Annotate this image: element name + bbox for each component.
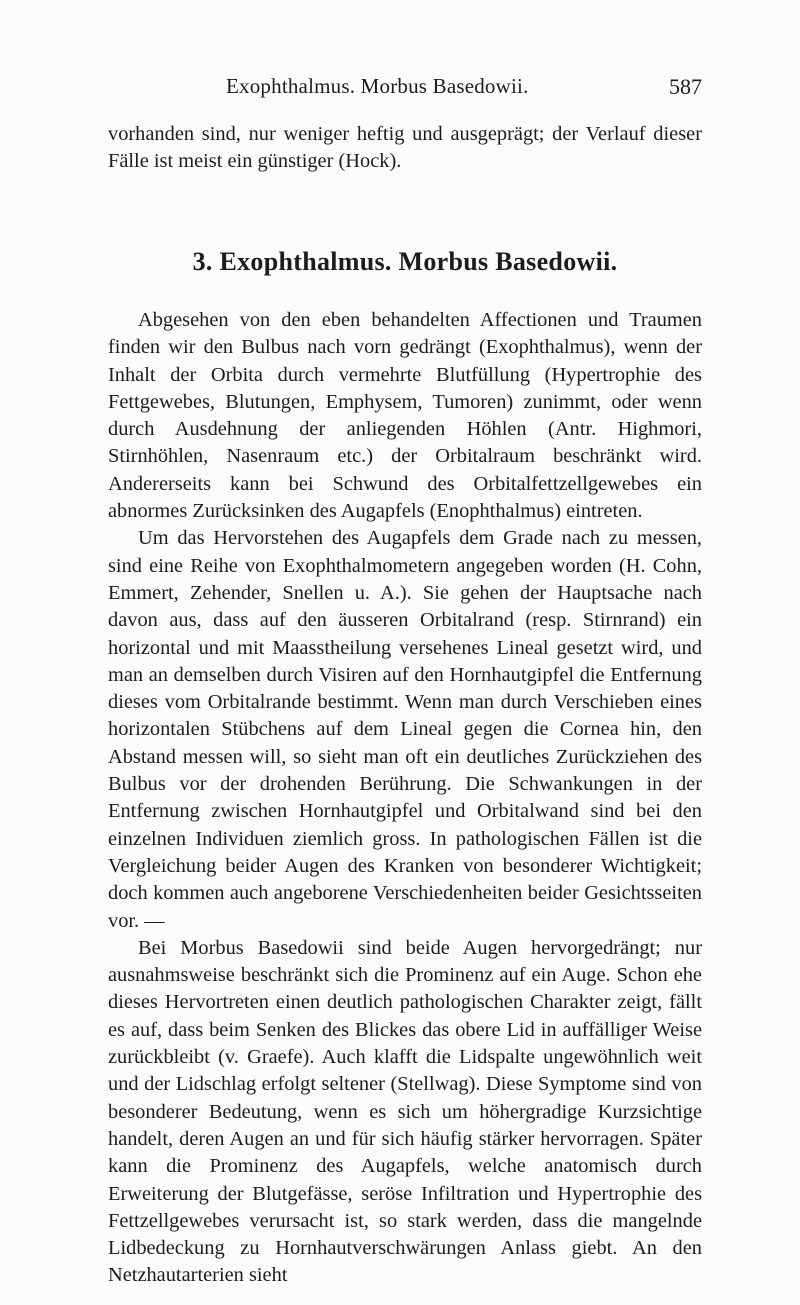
continuation-text: vorhanden sind, nur weniger heftig und ausgeprägt; der Verlauf dieser Fälle ist meist ein günstiger (Hock).: [108, 123, 702, 173]
paragraph-3: Bei Morbus Basedowii sind beide Augen hervorgedrängt; nur ausnahmsweise beschränkt sich die Prominenz auf ein Auge. Schon ehe dieses Hervortreten einen deutlich pathologischen Charakter zeigt, fällt es auf, dass beim Senken des Blickes das obere Lid in auffälliger Weise zurückbleibt (v. Graefe). Auch klafft die Lidspalte ungewöhnlich weit und der Lidschlag erfolgt seltener (Stellwag). Diese Symptome sind von besonderer Bedeutung, wenn es sich um höhergradige Kurzsichtige handelt, deren Augen an und für sich häufig stärker hervorragen. Später kann die Prominenz des Augapfels, welche anatomisch durch Erweiterung der Blutgefässe, seröse Infiltration und Hypertrophie des Fettzellgewebes verursacht ist, so stark werden, dass die mangelnde Lidbedeckung zu Hornhautverschwärungen Anlass giebt. An den Netzhautarterien sieht: [108, 936, 702, 1287]
section-heading: 3. Exophthalmus. Morbus Basedowii.: [192, 247, 618, 276]
section-body: [108, 307, 702, 1290]
running-title: Exophthalmus. Morbus Basedowii.: [226, 74, 529, 98]
paragraph-1: Abgesehen von den eben behandelten Affectionen und Traumen finden wir den Bulbus nach vorn gedrängt (Exophthalmus), wenn der Inhalt der Orbita durch vermehrte Blutfüllung (Hypertrophie des Fettgewebes, Blutungen, Emphysem, Tumoren) zunimmt, oder wenn durch Ausdehnung der anliegenden Höhlen (Antr. Highmori, Stirnhöhlen, Nasenraum etc.) der Orbitalraum beschränkt wird. Andererseits kann bei Schwund des Orbitalfettzellgewebes ein abnormes Zurücksinken des Augapfels (Enophthalmus) eintreten.: [108, 309, 702, 523]
paragraph-2: Um das Hervorstehen des Augapfels dem Grade nach zu messen, sind eine Reihe von Exophthalmometern angegeben worden (H. Cohn, Emmert, Zehender, Snellen u. A.). Sie gehen der Hauptsache nach davon aus, dass auf den äusseren Orbitalrand (resp. Stirnrand) ein horizontal und mit Maasstheilung versehenes Lineal gesetzt wird, und man an demselben durch Visiren auf den Hornhautgipfel die Entfernung dieses vom Orbitalrande bestimmt. Wenn man durch Verschieben eines horizontalen Stübchens auf dem Lineal gegen die Cornea hin, den Abstand messen will, so sieht man oft ein deutliches Zurückziehen des Bulbus vor der drohenden Berührung. Die Schwankungen in der Entfernung zwischen Hornhautgipfel und Orbitalwand sind bei den einzelnen Individuen ziemlich gross. In pathologischen Fällen ist die Vergleichung beider Augen des Kranken von besonderer Wichtigkeit; doch kommen auch angeborene Verschiedenheiten beider Gesichtsseiten vor. —: [108, 527, 702, 932]
page-number: 587: [669, 74, 702, 99]
continuation-paragraph: [108, 121, 702, 176]
running-head: [108, 74, 702, 104]
